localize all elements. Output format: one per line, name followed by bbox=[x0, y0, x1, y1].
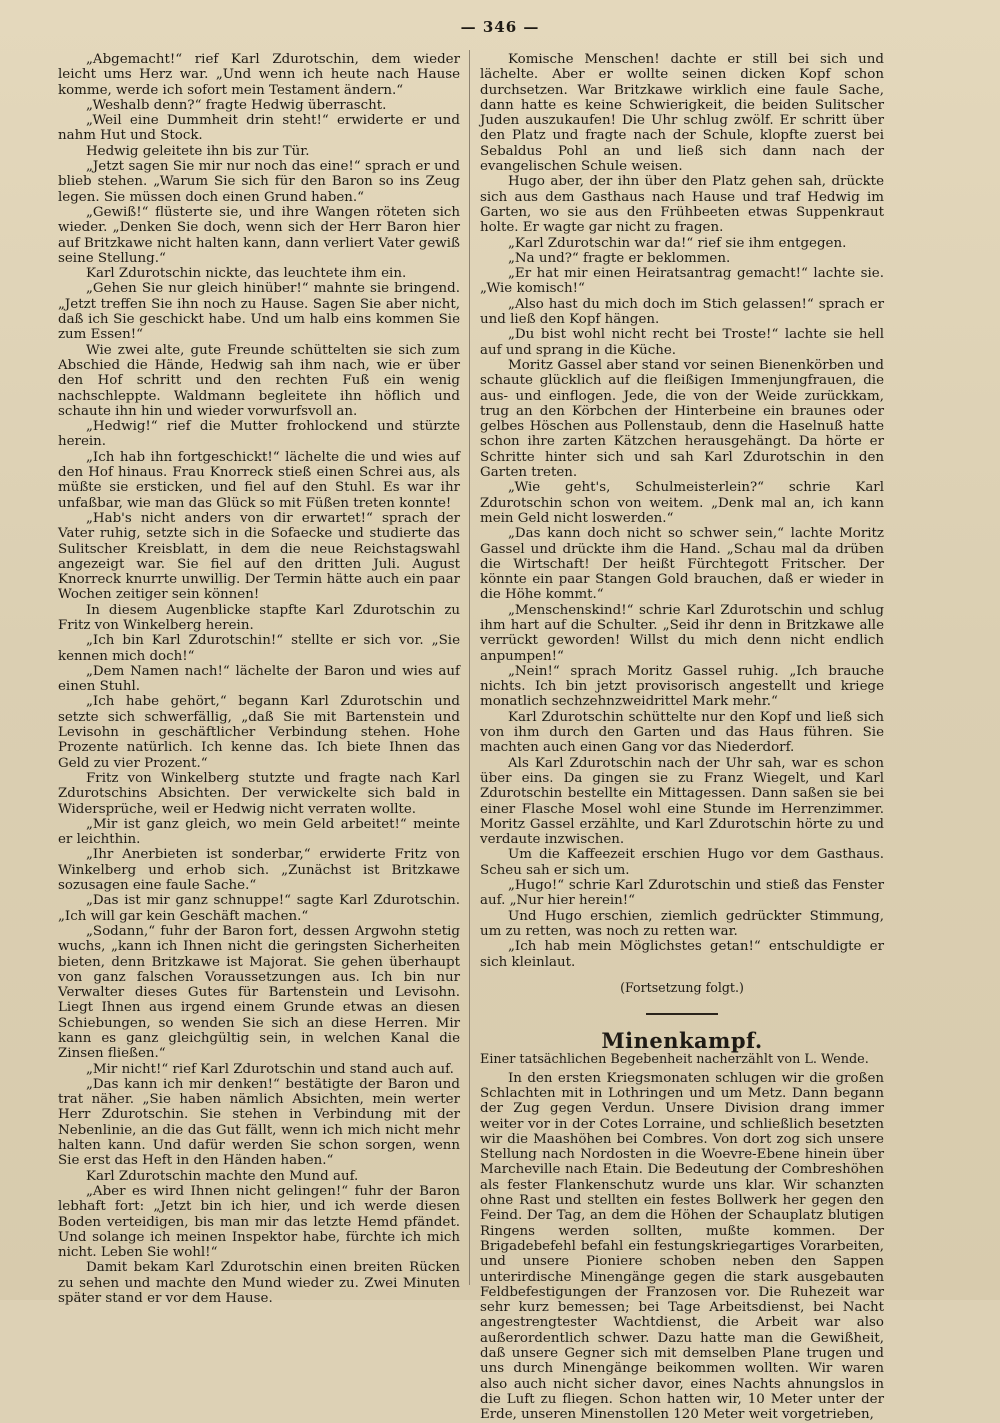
paragraph: „Ich bin Karl Zdurotschin!“ stellte er sich vor. „Sie kennen mich doch!“ bbox=[58, 633, 460, 664]
paragraph: Moritz Gassel aber stand vor seinen Bienenkörben und schaute glücklich auf die fleißigen Immenjungfrauen, die aus- und einflogen. Jede, die von der Weide zurückkam, trug an den Körbchen der Hinterbeine ein braunes oder gelbes Höschen aus Pollenstaub, denn die Haselnuß hatte schon ihre zarten Kätzchen herausgehängt. Da hörte er Schritte hinter sich und sah Karl Zdurotschin in den Garten treten. bbox=[480, 357, 884, 481]
paragraph: „Das ist mir ganz schnuppe!“ sagte Karl Zdurotschin. „Ich will gar kein Geschäft machen.“ bbox=[58, 893, 460, 924]
paragraph: Fritz von Winkelberg stutzte und fragte nach Karl Zdurotschins Absichten. Der verwickelte sich bald in Widersprüche, weil er Hedwig nicht verraten wollte. bbox=[58, 770, 460, 817]
paragraph: „Gehen Sie nur gleich hinüber!“ mahnte sie bringend. „Jetzt treffen Sie ihn noch zu Hause. Sagen Sie aber nicht, daß ich Sie geschickt habe. Und um halb eins kommen Sie zum Essen!“ bbox=[58, 281, 460, 343]
article-byline: Einer tatsächlichen Begebenheit nacherzählt von L. Wende. bbox=[480, 1052, 869, 1068]
story-continuation bbox=[480, 52, 884, 970]
paragraph: „Wie geht's, Schulmeisterlein?“ schrie Karl Zdurotschin schon von weitem. „Denk mal an, ich kann mein Geld nicht loswerden.“ bbox=[480, 480, 884, 526]
paragraph: „Karl Zdurotschin war da!“ rief sie ihm entgegen. bbox=[508, 235, 847, 251]
paragraph: „Weil eine Dummheit drin steht!“ erwiderte er und nahm Hut und Stock. bbox=[58, 113, 460, 144]
paragraph: In den ersten Kriegsmonaten schlugen wir die großen Schlachten mit in Lothringen und um Metz. Dann begann der Zug gegen Verdun. Unsere Division drang immer weiter vor in der Cotes Lorraine, und schließlich besetzten wir die Maashöhen bei Combres. Von dort zog sich unsere Stellung nach Nordosten in die Woevre-Ebene hinein über Marcheville nach Etain. Die Bedeutung der Combreshöhen als fester Flankenschutz wurde uns klar. Wir schanzten ohne Rast und stellten ein festes Bollwerk her gegen den Feind. Der Tag, an dem die Höhen der Schauplatz blutigen Ringens werden sollten, mußte kommen. Der Brigadebefehl befahl ein festungskriegartiges Vorarbeiten, und unsere Pioniere schoben neben den Sappen unterirdische Minengänge gegen die stark ausgebauten Feldbefestigungen der Franzosen vor. Die Ruhezeit war sehr kurz bemessen; bei Tage Arbeitsdienst, bei Nacht angestrengtester Wachtdienst, die Arbeit war also außerordentlich schwer. Dazu hatte man die Gewißheit, daß unsere Gegner sich mit demselben Plane trugen und uns durch Minengänge beikommen wollten. Wir waren also auch nicht sicher davor, eines Nachts ahnungslos in die Luft zu fliegen. Schon hatten wir, 10 Meter unter der Erde, unseren Minenstollen 120 Meter weit vorgetrieben, bbox=[480, 1070, 884, 1423]
paragraph: Als Karl Zdurotschin nach der Uhr sah, war es schon über eins. Da gingen sie zu Franz Wiegelt, und Karl Zdurotschin bestellte ein Mittagessen. Dann saßen sie bei einer Flasche Mosel wohl eine Stunde im Herrenzimmer. Moritz Gassel erzählte, und Karl Zdurotschin hörte zu und verdaute inzwischen. bbox=[480, 755, 884, 848]
paragraph: „Hab's nicht anders von dir erwartet!“ sprach der Vater ruhig, setzte sich in die Sofaecke und studierte das Sulitscher Kreisblatt, in dem die neue Reichstagswahl angezeigt war. Sie fiel auf den dritten Juli. August Knorreck knurrte unwillig. Der Termin hätte auch ein paar Wochen zeitiger sein können! bbox=[58, 510, 460, 603]
paragraph: In diesem Augenblicke stapfte Karl Zdurotschin zu Fritz von Winkelberg herein. bbox=[58, 602, 460, 633]
paragraph: Wie zwei alte, gute Freunde schüttelten sie sich zum Abschied die Hände, Hedwig sah ihm nach, wie er über den Hof schritt und den rechten Fuß ein wenig nachschleppte. Waldmann begleitete ihn höflich und schaute ihn hin und wieder vorwurfsvoll an. bbox=[58, 342, 460, 419]
paragraph: „Das kann doch nicht so schwer sein,“ lachte Moritz Gassel und drückte ihm die Hand. „Schau mal da drüben die Wirtschaft! Der heißt Fürchtegott Fritscher. Der könnte ein paar Stangen Gold brauchen, daß er wieder in die Höhe kommt.“ bbox=[480, 526, 884, 603]
paragraph: „Menschenskind!“ schrie Karl Zdurotschin und schlug ihm hart auf die Schulter. „Seid ihr denn in Britzkawe alle verrückt geworden! Willst du mich denn nicht endlich anpumpen!“ bbox=[480, 602, 884, 664]
article-title: Minenkampf. bbox=[601, 1028, 763, 1054]
paragraph: „Weshalb denn?“ fragte Hedwig überrascht. bbox=[86, 97, 387, 113]
paragraph: „Er hat mir einen Heiratsantrag gemacht!“ lachte sie. „Wie komisch!“ bbox=[480, 266, 884, 297]
paragraph: „Also hast du mich doch im Stich gelassen!“ sprach er und ließ den Kopf hängen. bbox=[480, 296, 884, 328]
paragraph: Um die Kaffeezeit erschien Hugo vor dem Gasthaus. Scheu sah er sich um. bbox=[480, 847, 884, 878]
paragraph: „Ihr Anerbieten ist sonderbar,“ erwiderte Fritz von Winkelberg und erhob sich. „Zunächst ist Britzkawe sozusagen eine faule Sache.“ bbox=[58, 847, 460, 894]
right-column bbox=[480, 52, 884, 1423]
paragraph: „Mir ist ganz gleich, wo mein Geld arbeitet!“ meinte er leichthin. bbox=[58, 816, 460, 848]
paragraph: „Ich hab mein Möglichstes getan!“ entschuldigte er sich kleinlaut. bbox=[480, 939, 884, 970]
paragraph: Karl Zdurotschin nickte, das leuchtete ihm ein. bbox=[86, 266, 407, 282]
paragraph: Karl Zdurotschin machte den Mund auf. bbox=[86, 1168, 359, 1184]
paragraph: „Sodann,“ fuhr der Baron fort, dessen Argwohn stetig wuchs, „kann ich Ihnen nicht die geringsten Sicherheiten bieten, denn Britzkawe ist Majorat. Sie gehen überhaupt von ganz falschen Voraussetzungen aus. Ich bin nur Verwalter dieses Gutes für Bartenstein und Levisohn. Liegt Ihnen aus irgend einem Grunde etwas an diesen Schiebungen, so wenden Sie sich an diese Herren. Mir kann es ganz gleichgültig sein, in welchen Kanal die Zinsen fließen.“ bbox=[58, 923, 460, 1062]
article-body bbox=[480, 1071, 884, 1423]
paragraph: „Ich habe gehört,“ begann Karl Zdurotschin und setzte sich schwerfällig, „daß Sie mit Bartenstein und Levisohn in geschäftlicher Verbindung stehen. Hohe Prozente natürlich. Ich kenne das. Ich biete Ihnen das Geld zu vier Prozent.“ bbox=[58, 694, 460, 771]
paragraph: „Jetzt sagen Sie mir nur noch das eine!“ sprach er und blieb stehen. „Warum Sie sich für den Baron so ins Zeug legen. Sie müssen doch einen Grund haben.“ bbox=[58, 159, 460, 205]
column-divider bbox=[469, 50, 470, 1285]
paragraph: „Mir nicht!“ rief Karl Zdurotschin und stand auch auf. bbox=[86, 1061, 454, 1077]
paragraph: Und Hugo erschien, ziemlich gedrückter Stimmung, um zu retten, was noch zu retten war. bbox=[480, 908, 884, 939]
paragraph: Hedwig geleitete ihn bis zur Tür. bbox=[86, 143, 310, 159]
page-number: — 346 — bbox=[460, 18, 540, 36]
paragraph: „Du bist wohl nicht recht bei Troste!“ lachte sie hell auf und sprang in die Küche. bbox=[480, 327, 884, 358]
paragraph: Hugo aber, der ihn über den Platz gehen sah, drückte sich aus dem Gasthaus nach Hause und traf Hedwig im Garten, wo sie aus den Frühbeeten etwas Suppenkraut holte. Er wagte gar nicht zu fragen. bbox=[480, 174, 884, 236]
left-column bbox=[58, 52, 460, 1307]
paragraph: Komische Menschen! dachte er still bei sich und lächelte. Aber er wollte seinen dicken Kopf schon durchsetzen. War Britzkawe wirklich eine faule Sache, dann hatte es keine Schwierigkeit, die beiden Sulitscher Juden auszukaufen! Die Uhr schlug zwölf. Er schritt über den Platz und fragte nach der Schule, klopfte zuerst bei Sebaldus Pohl an und ließ sich dann nach der evangelischen Schule weisen. bbox=[480, 52, 884, 175]
continuation-note: (Fortsetzung folgt.) bbox=[620, 979, 744, 995]
paragraph: „Nein!“ sprach Moritz Gassel ruhig. „Ich brauche nichts. Ich bin jetzt provisorisch angestellt und kriege monatlich sechzehnzweidrittel Mark mehr.“ bbox=[480, 663, 884, 710]
paragraph: „Das kann ich mir denken!“ bestätigte der Baron und trat näher. „Sie haben nämlich Absichten, mein werter Herr Zdurotschin. Sie stehen in Verbindung mit der Nebenlinie, an die das Gut fällt, wenn ich mich nicht mehr halten kann. Und dafür werden Sie schon sorgen, wenn Sie erst das Heft in den Händen haben.“ bbox=[58, 1076, 460, 1169]
paragraph: „Aber es wird Ihnen nicht gelingen!“ fuhr der Baron lebhaft fort: „Jetzt bin ich hier, und ich werde diesen Boden verteidigen, bis man mir das letzte Hemd pfändet. Und solange ich meinen Inspektor habe, fürchte ich mich nicht. Leben Sie wohl!“ bbox=[58, 1183, 460, 1261]
paragraph: „Hedwig!“ rief die Mutter frohlockend und stürzte herein. bbox=[58, 419, 460, 450]
paragraph: „Gewiß!“ flüsterte sie, und ihre Wangen röteten sich wieder. „Denken Sie doch, wenn sich der Herr Baron hier auf Britzkawe nicht halten kann, dann verliert Vater gewiß seine Stellung.“ bbox=[58, 204, 460, 266]
paragraph: „Dem Namen nach!“ lächelte der Baron und wies auf einen Stuhl. bbox=[58, 663, 460, 695]
section-divider bbox=[646, 1013, 718, 1015]
paragraph: „Na und?“ fragte er beklommen. bbox=[508, 250, 731, 266]
paragraph: „Abgemacht!“ rief Karl Zdurotschin, dem wieder leicht ums Herz war. „Und wenn ich heute nach Hause komme, werde ich sofort mein Testament ändern.“ bbox=[58, 52, 460, 98]
paragraph: „Hugo!“ schrie Karl Zdurotschin und stieß das Fenster auf. „Nur hier herein!“ bbox=[480, 878, 884, 909]
paragraph: Damit bekam Karl Zdurotschin einen breiten Rücken zu sehen und machte den Mund wieder zu. Zwei Minuten später stand er vor dem Hause. bbox=[58, 1260, 460, 1307]
paragraph: Karl Zdurotschin schüttelte nur den Kopf und ließ sich von ihm durch den Garten und das Haus führen. Sie machten auch einen Gang vor das Niederdorf. bbox=[480, 709, 884, 756]
paragraph: „Ich hab ihn fortgeschickt!“ lächelte die und wies auf den Hof hinaus. Frau Knorreck stieß einen Schrei aus, als müßte sie ersticken, und fiel auf den Stuhl. Es war ihr unfaßbar, wie man das Glück so mit Füßen treten konnte! bbox=[58, 449, 460, 511]
